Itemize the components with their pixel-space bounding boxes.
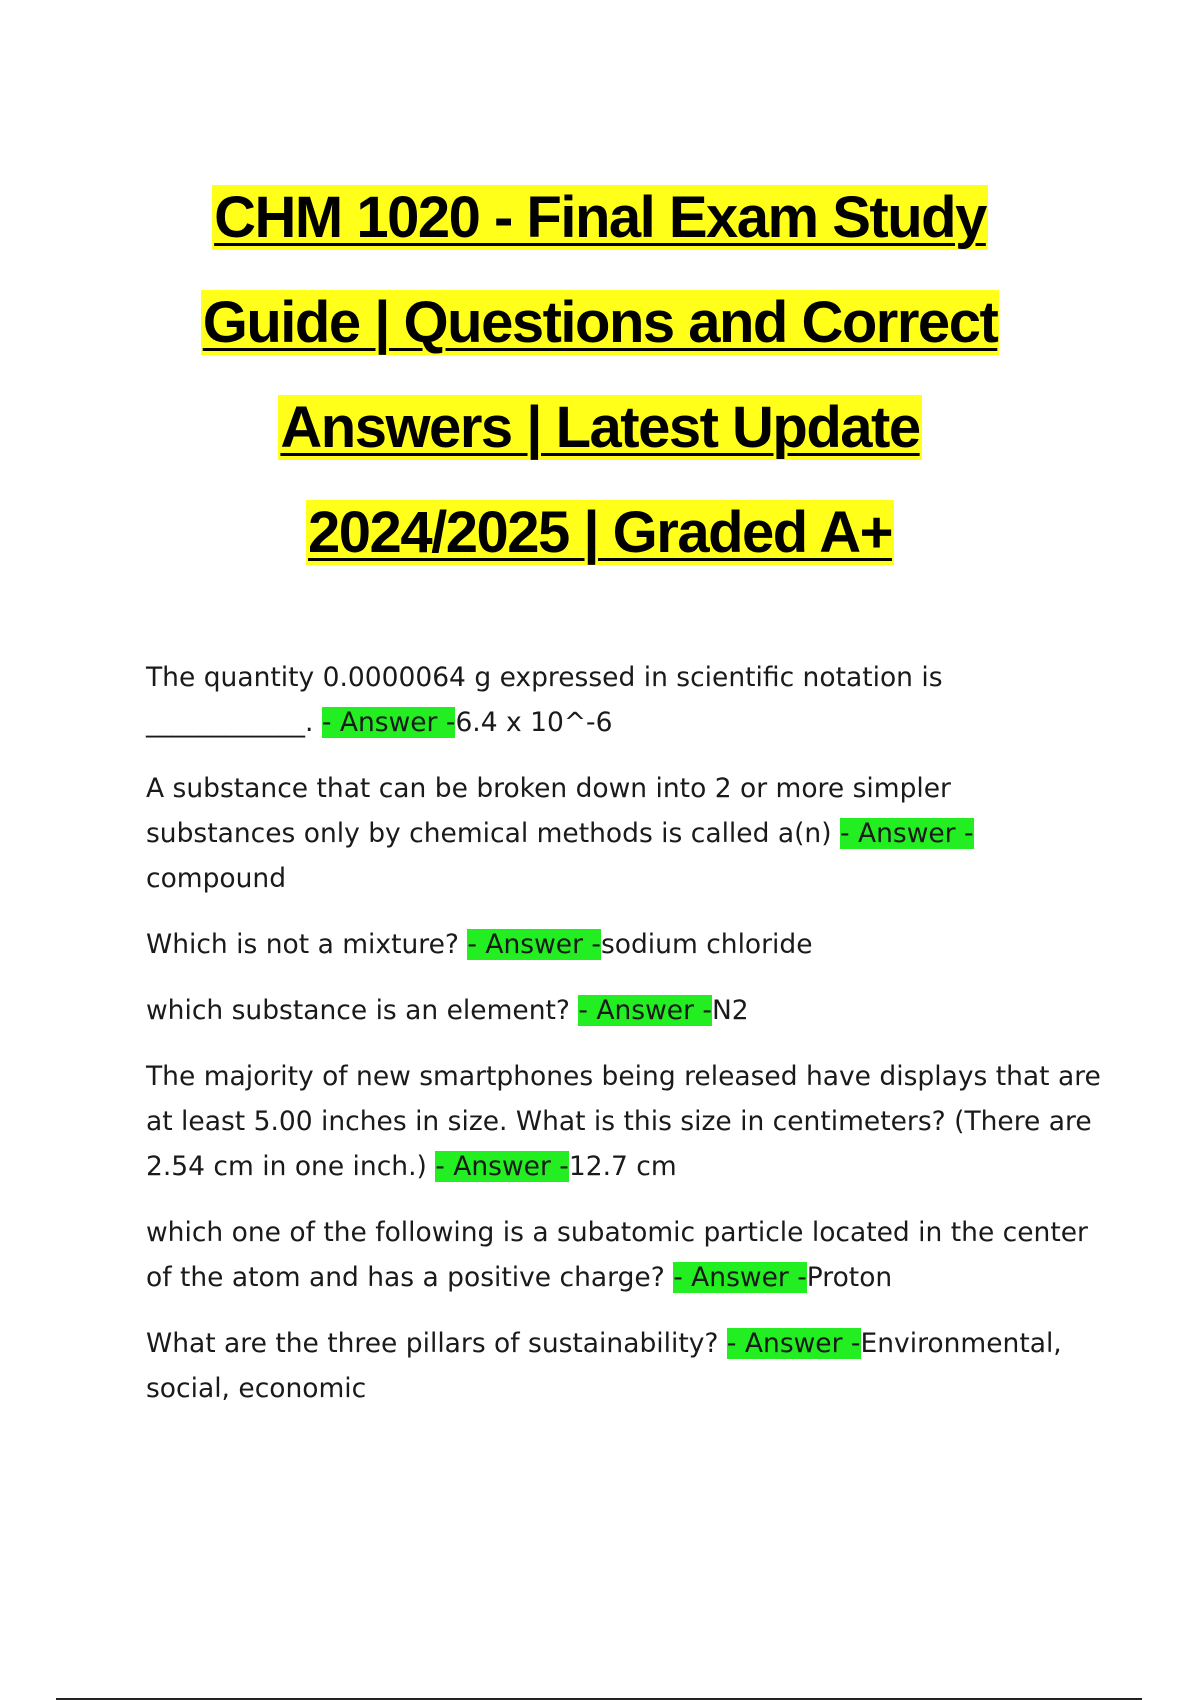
question-text: which one of the following is a subatomic particle located in the center of the atom and has a positive charge? — [146, 1217, 1097, 1293]
answer-text: 6.4 x 10^-6 — [455, 707, 613, 738]
answer-tag: - Answer - — [673, 1262, 807, 1293]
question-answer-list — [146, 655, 1110, 1432]
question-text: The majority of new smartphones being released have displays that are at least 5.00 inches in size. What is this size in centimeters? (There are 2.54 cm in one inch.) — [146, 1061, 1110, 1182]
qa-item — [146, 766, 1106, 901]
answer-text: Proton — [806, 1262, 893, 1293]
title-line — [100, 270, 1100, 375]
qa-item — [146, 655, 1106, 745]
answer-text: Environmental, social, economic — [146, 1328, 1062, 1404]
question-text: A substance that can be broken down into 2 or more simpler substances only by chemical methods is called a(n) — [146, 773, 960, 849]
answer-tag: - Answer - — [578, 995, 712, 1026]
title-line-text: Answers | Latest Update — [280, 395, 920, 460]
question-text: which substance is an element? — [146, 995, 579, 1026]
answer-text: 12.7 cm — [568, 1151, 677, 1182]
qa-item — [146, 1054, 1110, 1189]
question-text: Which is not a mixture? — [146, 929, 468, 960]
title-line-text: Guide | Questions and Correct — [202, 290, 998, 355]
answer-text: N2 — [711, 995, 749, 1026]
qa-item — [146, 922, 1106, 967]
qa-item — [146, 1210, 1106, 1300]
title-line — [100, 480, 1100, 585]
answer-tag: - Answer - — [726, 1328, 861, 1359]
answer-tag: - Answer - — [321, 707, 456, 738]
title-line-text: 2024/2025 | Graded A+ — [308, 500, 892, 565]
question-text: What are the three pillars of sustainability? — [146, 1328, 727, 1359]
answer-tag: - Answer - — [435, 1151, 569, 1182]
qa-item — [146, 988, 1106, 1033]
question-text: The quantity 0.0000064 g expressed in scientific notation is ____________. — [146, 662, 943, 738]
qa-item — [146, 1321, 1106, 1411]
title-line — [100, 375, 1100, 480]
answer-tag: - Answer - — [839, 818, 974, 849]
answer-tag: - Answer - — [467, 929, 601, 960]
title-line — [100, 165, 1100, 270]
title-line-text: CHM 1020 - Final Exam Study — [214, 185, 986, 250]
answer-text: compound — [146, 863, 287, 894]
answer-text: sodium chloride — [600, 929, 813, 960]
document-title — [100, 165, 1100, 585]
